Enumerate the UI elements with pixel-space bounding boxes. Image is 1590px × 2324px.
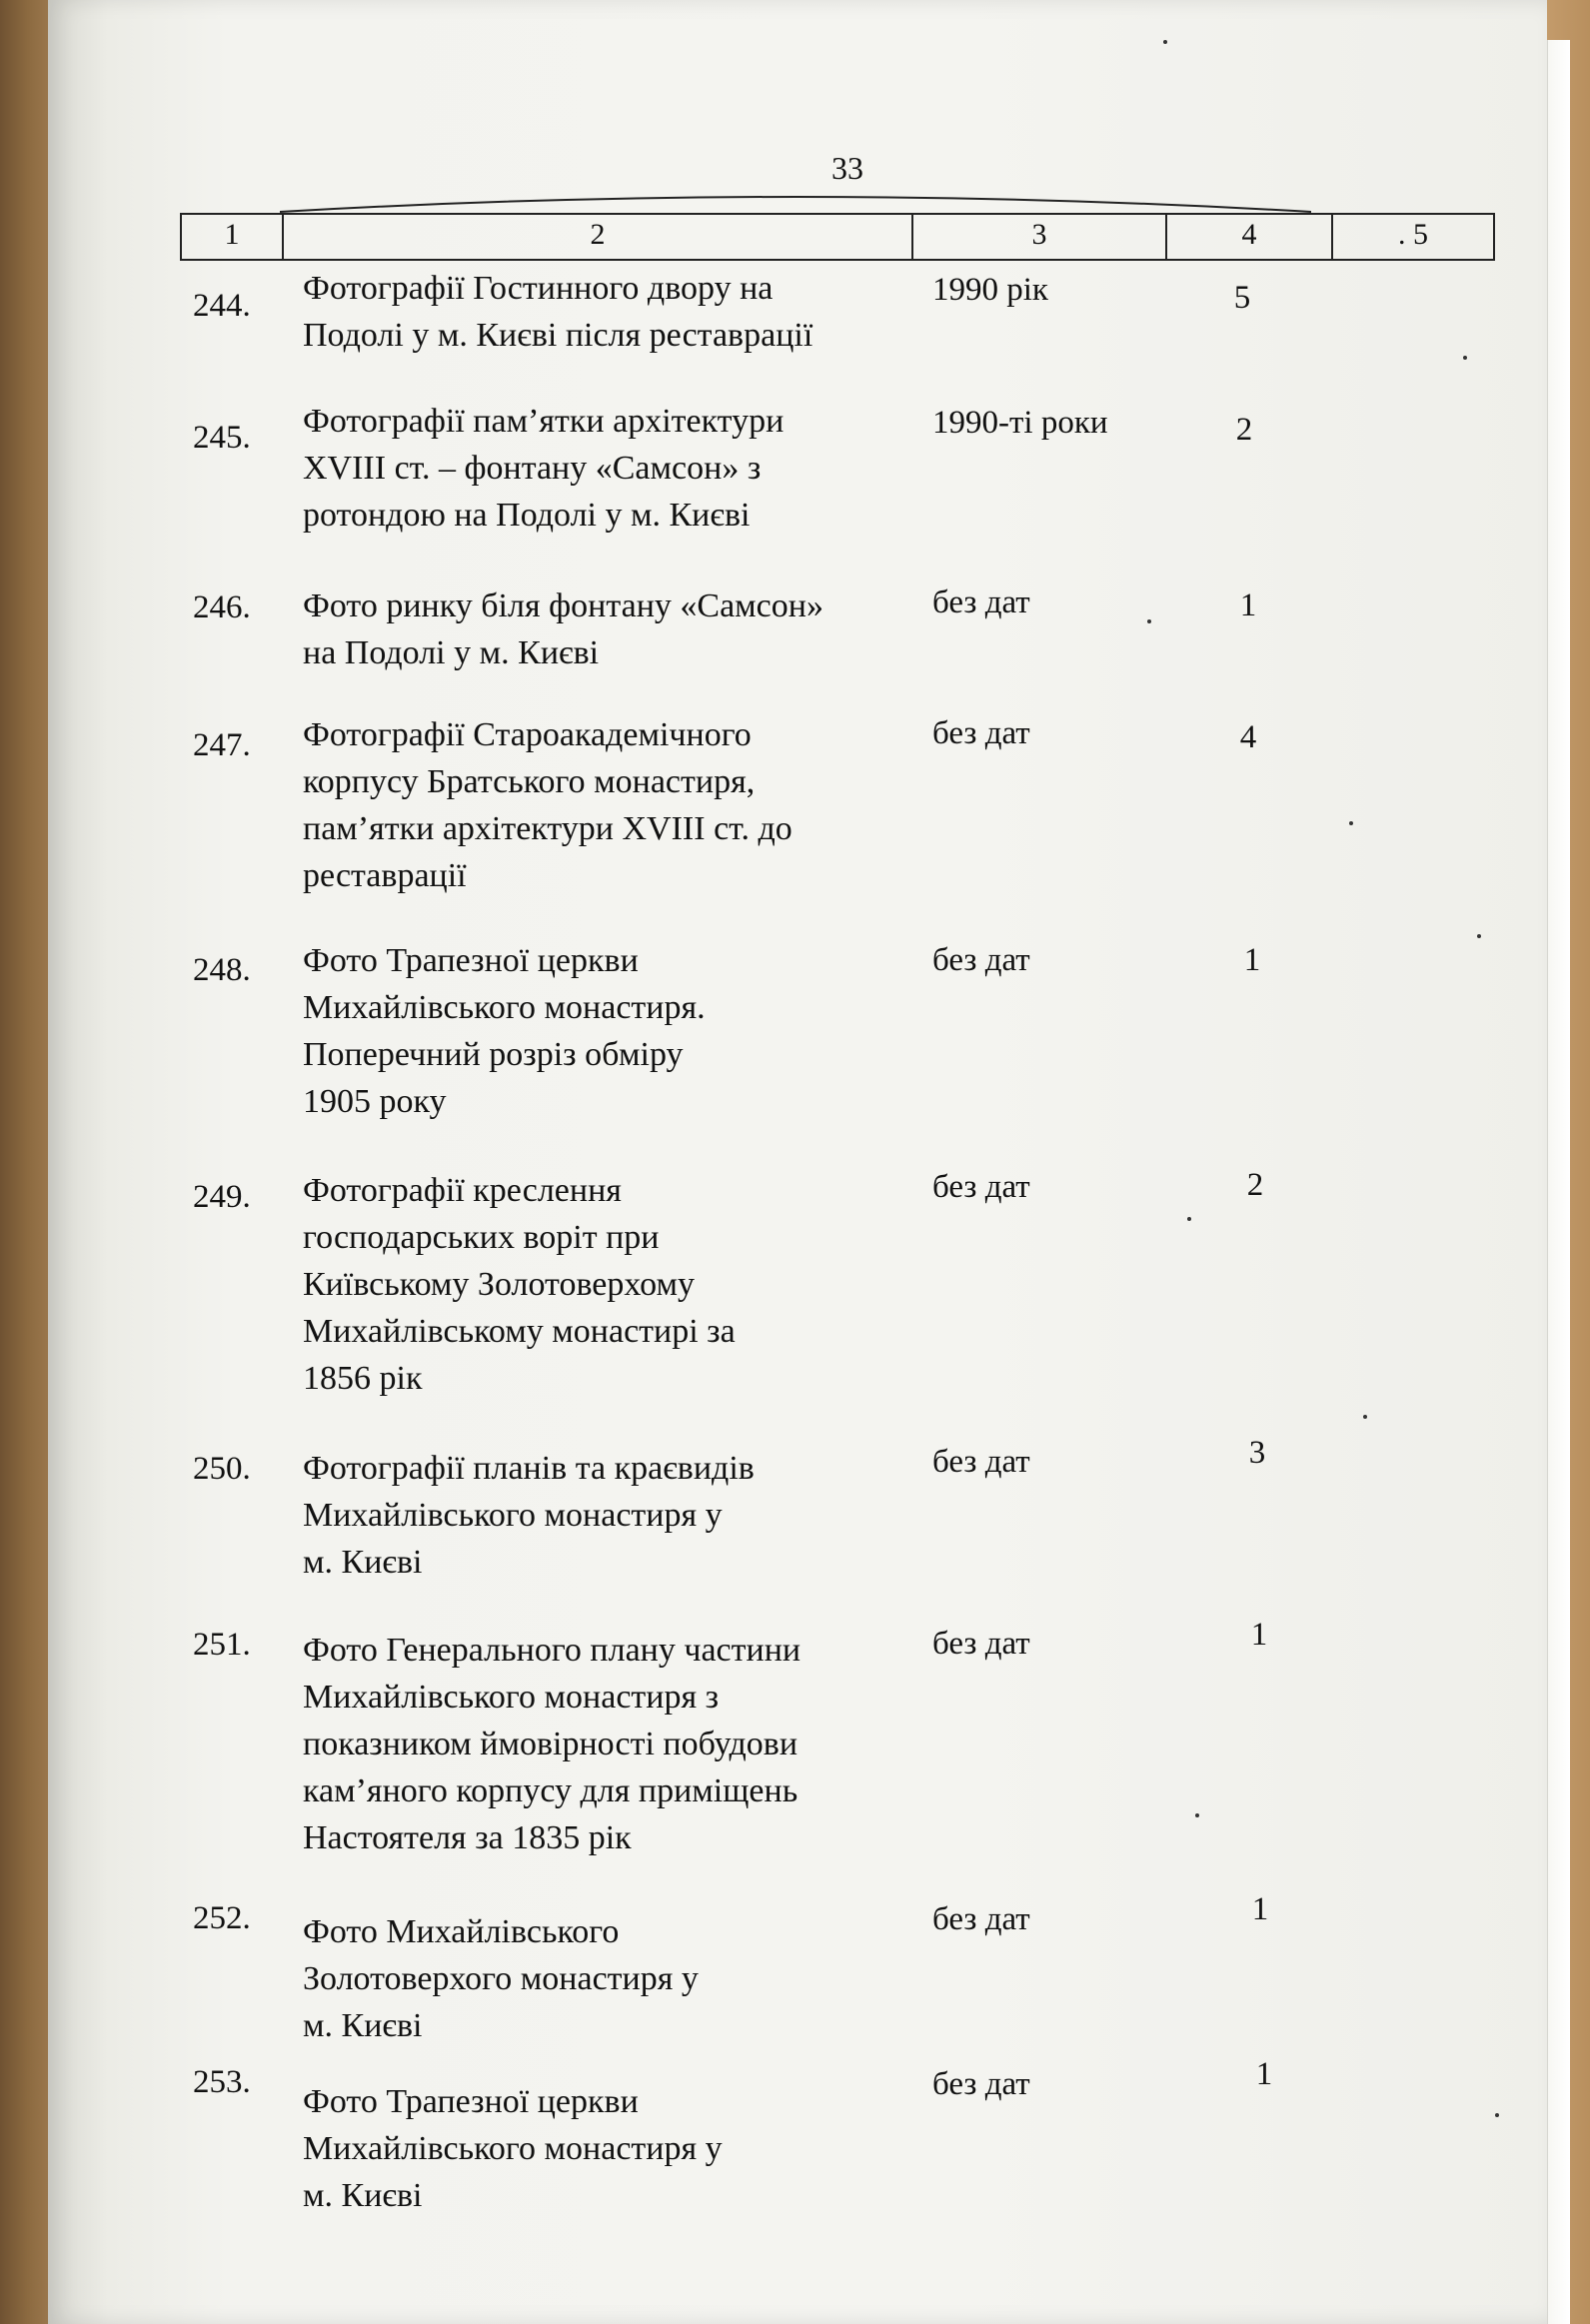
row-quantity: 1 bbox=[1250, 1617, 1268, 1653]
header-bracket bbox=[280, 190, 1311, 214]
row-quantity: 1 bbox=[1251, 1891, 1269, 1927]
paper-speck bbox=[1363, 1415, 1367, 1419]
column-header-4: 4 bbox=[1167, 215, 1333, 259]
row-number: 249. bbox=[193, 1179, 251, 1215]
row-quantity: 2 bbox=[1235, 412, 1253, 448]
paper-speck bbox=[1147, 619, 1151, 623]
row-description: Фото Генерального плану частини Михайлівського монастиря з показником ймовірності побудови кам’яного корпусу для приміщень Настоятеля за 1835 рік bbox=[303, 1632, 801, 1856]
row-date: без дат bbox=[932, 715, 1030, 751]
row-description: Фото Михайлівського Золотоверхого монастиря у м. Києві bbox=[303, 1913, 699, 2044]
page-edge bbox=[1547, 40, 1570, 2324]
row-description: Фото ринку біля фонтану «Самсон» на Подолі у м. Києві bbox=[303, 587, 823, 671]
row-description: Фото Трапезної церкви Михайлівського монастиря. Поперечний розріз обміру 1905 року bbox=[303, 942, 706, 1120]
row-description: Фотографії пам’ятки архітектури XVIII ст. – фонтану «Самсон» з ротондою на Подолі у м. Києві bbox=[303, 403, 785, 534]
row-description: Фотографії креслення господарських воріт при Київському Золотоверхому Михайлівському монастирі за 1856 рік bbox=[303, 1172, 736, 1397]
row-quantity: 5 bbox=[1233, 280, 1251, 316]
column-header-3: 3 bbox=[913, 215, 1167, 259]
row-number: 248. bbox=[193, 952, 251, 988]
document-page bbox=[48, 0, 1547, 2324]
row-date: без дат bbox=[932, 584, 1030, 620]
column-header-2: 2 bbox=[284, 215, 913, 259]
row-quantity: 2 bbox=[1246, 1167, 1264, 1203]
row-number: 244. bbox=[193, 288, 251, 324]
column-header-5: . 5 bbox=[1398, 218, 1428, 251]
paper-speck bbox=[1163, 40, 1167, 44]
paper-speck bbox=[1477, 934, 1481, 938]
row-quantity: 1 bbox=[1239, 587, 1257, 623]
row-date: без дат bbox=[932, 1626, 1030, 1662]
row-date: без дат bbox=[932, 1901, 1030, 1937]
row-number: 250. bbox=[193, 1451, 251, 1487]
row-quantity: 1 bbox=[1255, 2056, 1273, 2092]
row-description: Фотографії Гостинного двору на Подолі у м. Києві після реставрації bbox=[303, 270, 813, 354]
column-header-row bbox=[180, 213, 1495, 261]
row-number: 253. bbox=[193, 2064, 251, 2100]
paper-speck bbox=[1463, 356, 1467, 360]
row-quantity: 4 bbox=[1239, 719, 1257, 755]
row-quantity: 1 bbox=[1243, 942, 1261, 978]
row-date: 1990-ті роки bbox=[932, 405, 1108, 441]
paper-speck bbox=[1495, 2113, 1499, 2117]
paper-speck bbox=[1195, 1813, 1199, 1817]
row-quantity: 3 bbox=[1248, 1435, 1266, 1471]
row-description: Фотографії Староакадемічного корпусу Братського монастиря, пам’ятки архітектури XVIII ст. до реставрації bbox=[303, 716, 793, 894]
row-number: 246. bbox=[193, 589, 251, 625]
column-header-1: 1 bbox=[182, 215, 284, 259]
row-date: без дат bbox=[932, 2066, 1030, 2102]
row-description: Фото Трапезної церкви Михайлівського монастиря у м. Києві bbox=[303, 2083, 723, 2214]
paper-speck bbox=[1349, 821, 1353, 825]
row-date: без дат bbox=[932, 1444, 1030, 1480]
row-number: 245. bbox=[193, 420, 251, 456]
row-date: 1990 рік bbox=[932, 272, 1048, 308]
row-number: 252. bbox=[193, 1900, 251, 1936]
row-description: Фотографії планів та краєвидів Михайлівського монастиря у м. Києві bbox=[303, 1450, 755, 1581]
page-number: 33 bbox=[831, 150, 863, 186]
paper-speck bbox=[1187, 1217, 1191, 1221]
row-date: без дат bbox=[932, 1169, 1030, 1205]
row-number: 247. bbox=[193, 727, 251, 763]
row-number: 251. bbox=[193, 1627, 251, 1663]
row-date: без дат bbox=[932, 942, 1030, 978]
